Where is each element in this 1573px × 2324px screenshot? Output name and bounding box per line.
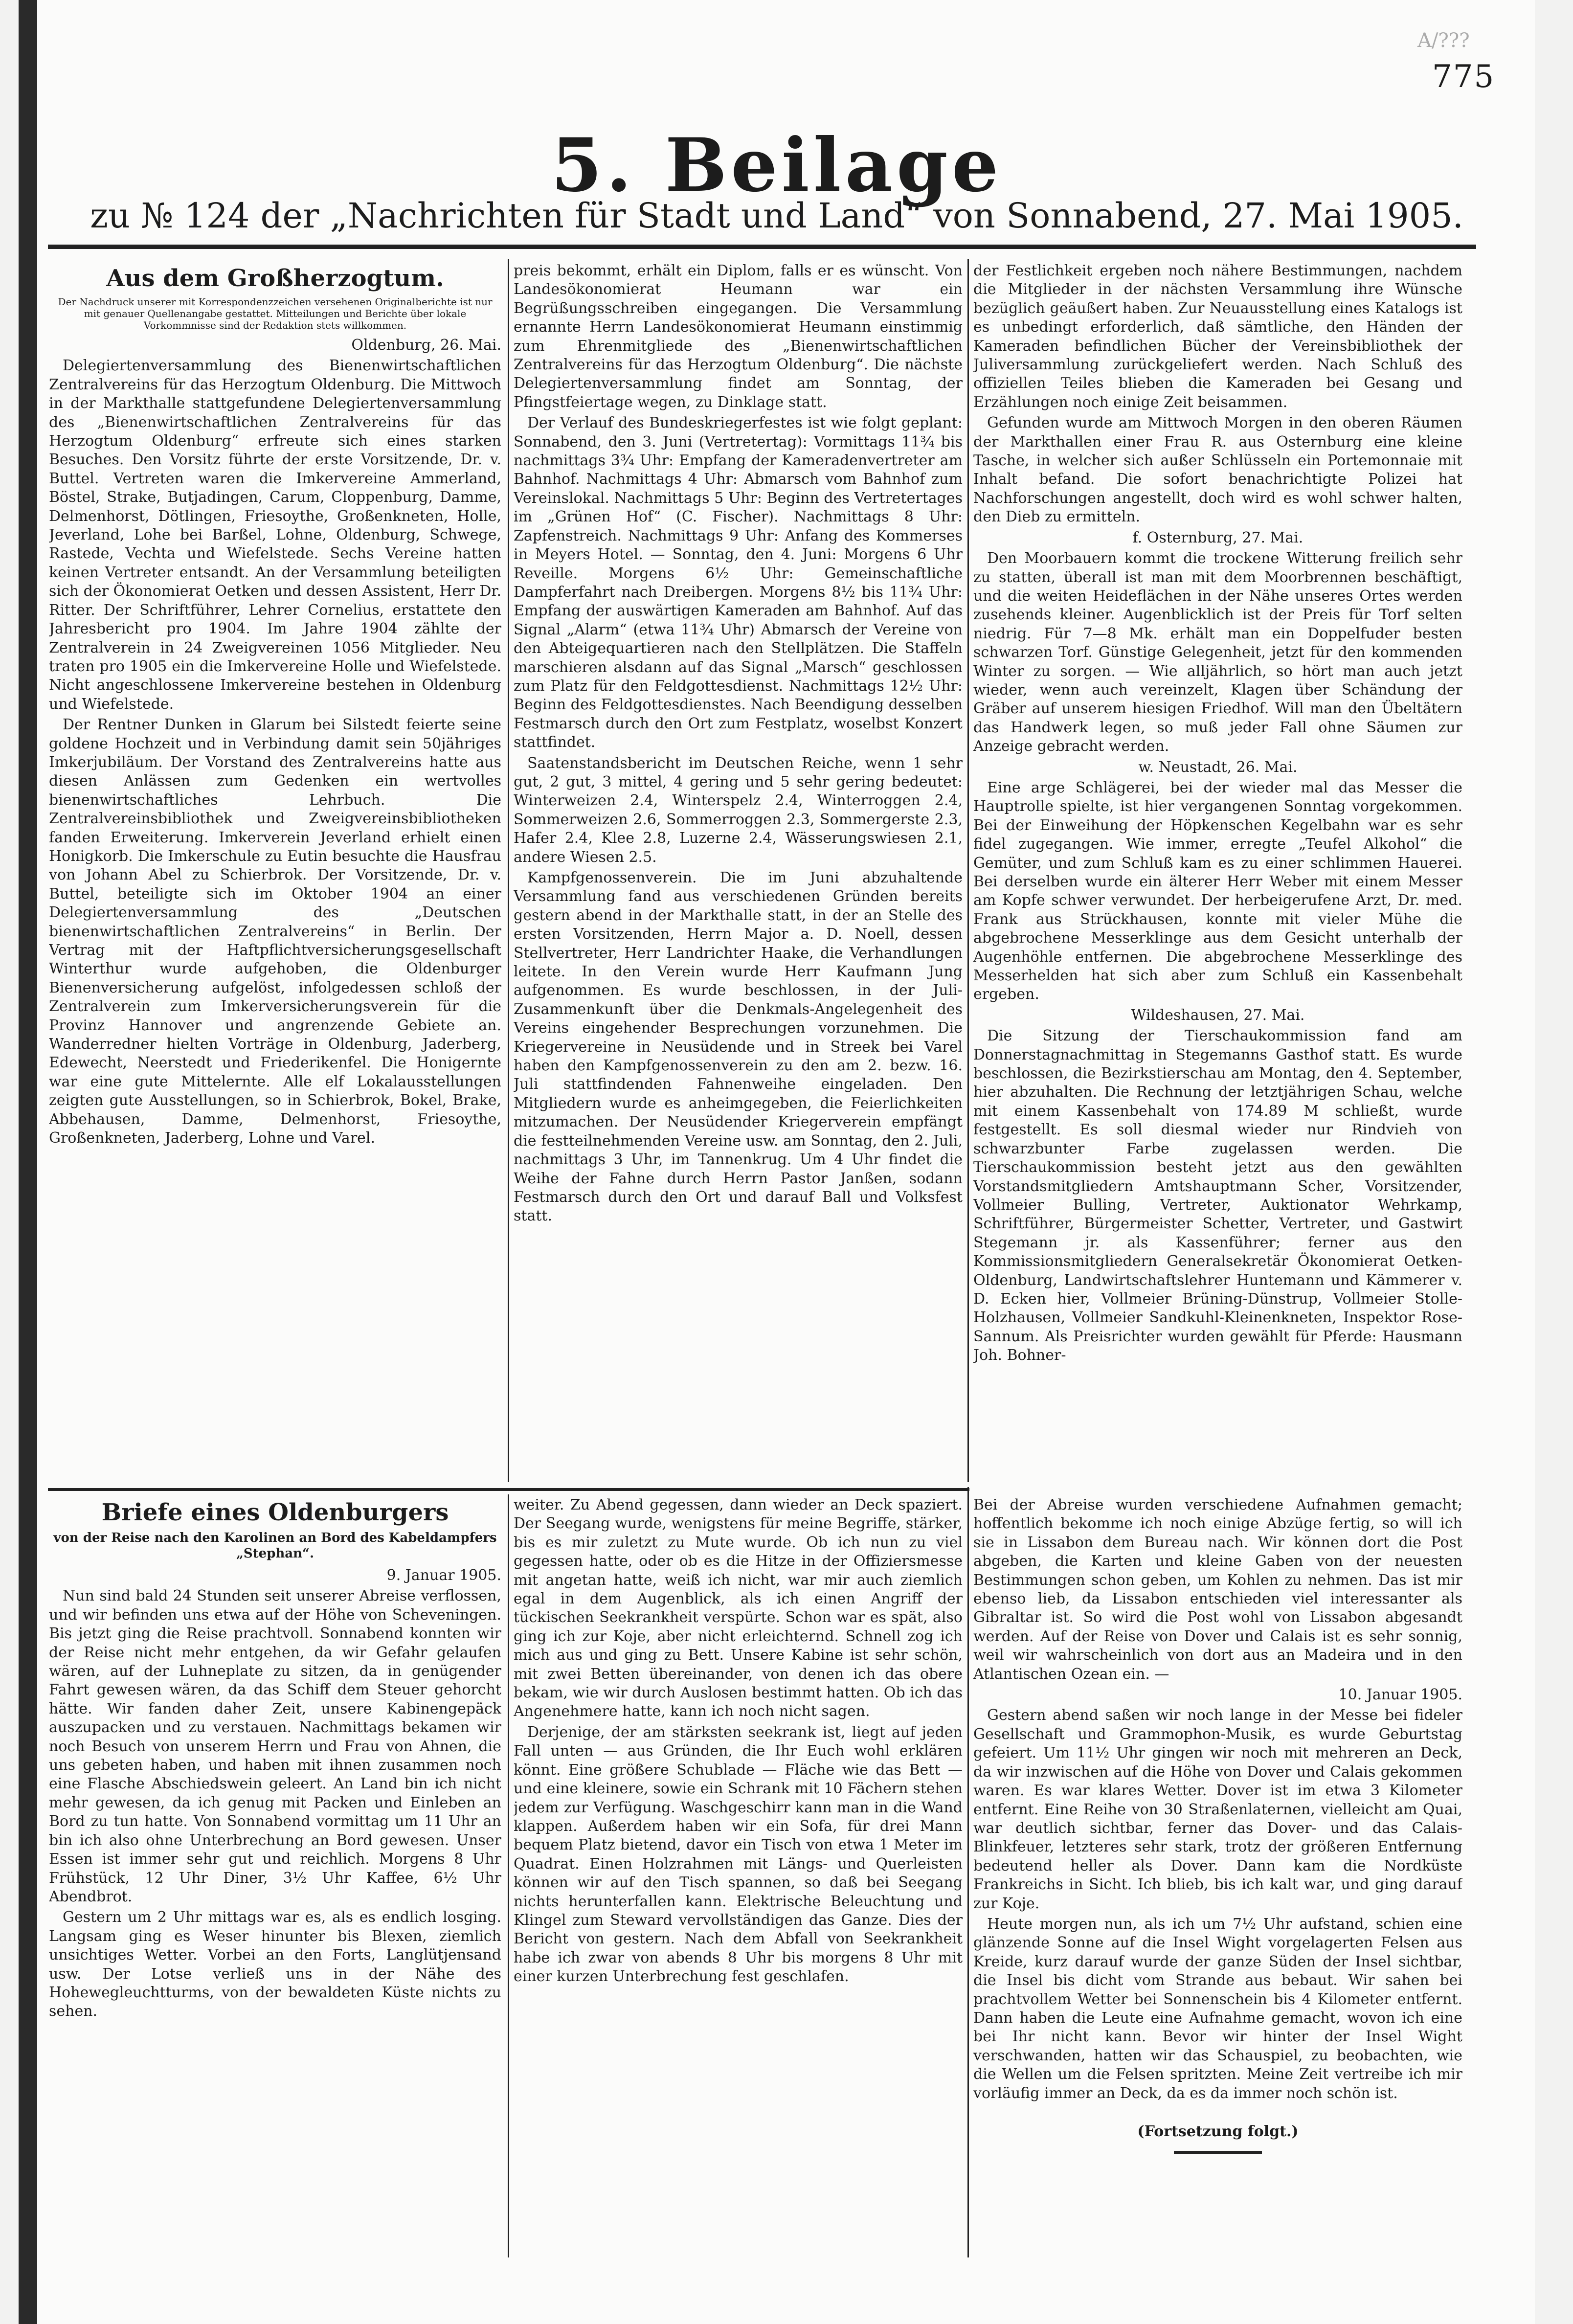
article-paragraph: Die Sitzung der Tierschaukommission fand am Donnerstagnachmittag in Stegemanns Gasthof statt. Es wurde beschlossen, die Bezirkstierschau am Montag, den 4. September, hier abzuhalten. Die Rechnung der letztjährigen Schau, welche mit einem Kassenbehalt von 174.89 M schließt, wurde festgestellt. Es soll diesmal wieder nur Rindvieh von schwarzbunter Farbe zugelassen werden. Die Tierschaukommission besteht jetzt aus den gewählten Vorstandsmitgliedern Amtshauptmann Scher, Vorsitzender, Vollmeier Bulling, Vertreter, Auktionator Wehrkamp, Schriftführer, Bürgermeister Schetter, Vertreter, und Gastwirt Stegemann jr. als Kassenführer; ferner aus den Kommissionsmitgliedern Generalsekretär Ökonomierat Oetken-Oldenburg, Landwirtschaftslehrer Huntemann und Kämmerer v. D. Ecken hier, Vollmeier Brüning-Dünstrup, Vollmeier Stolle-Holzhausen, Vollmeier Sandkuhl-Kleinenkneten, Inspektor Rose-Sannum. Als Preisrichter wurden gewählt für Pferde: Hausmann Joh. Bohner-: [973, 1027, 1462, 1364]
article-paragraph: Der Verlauf des Bundeskriegerfestes ist wie folgt geplant: Sonnabend, den 3. Juni (Vertretertag): Vormittags 11¾ bis nachmittags 3¾ Uhr: Empfang der Kameradenvertreter am Bahnhof. Nachmittags 4 Uhr: Abmarsch vom Bahnhof zum Vereinslokal. Nachmittags 5 Uhr: Beginn des Vertretertages im „Grünen Hof“ (C. Fischer). Nachmittags 8 Uhr: Zapfenstreich. Nachmittags 9 Uhr: Anfang des Kommerses in Meyers Hotel. — Sonntag, den 4. Juni: Morgens 6 Uhr Reveille. Morgens 6½ Uhr: Gemeinschaftliche Dampferfahrt nach Dreibergen. Morgens 8½ bis 11¾ Uhr: Empfang der auswärtigen Kameraden am Bahnhof. Auf das Signal „Alarm“ (etwa 11¾ Uhr) Abmarsch der Vereine von den Abteigequartieren nach den Stellplätzen. Die Staffeln marschieren alsdann auf das Signal „Marsch“ geschlossen zum Platz für den Feldgottesdienst. Nachmittags 12½ Uhr: Beginn des Feldgottesdienstes. Nach Beendigung desselben Festmarsch durch den Ort zum Festplatz, woselbst Konzert stattfindet.: [514, 414, 963, 751]
column-6: [973, 1496, 1462, 2259]
article-paragraph: Derjenige, der am stärksten seekrank ist, liegt auf jeden Fall unten — aus Gründen, die Ihr Euch wohl erklären könnt. Eine größere Schublade — Fläche wie das Bett — und eine kleinere, sowie ein Schrank mit 10 Fächern stehen jedem zur Verfügung. Waschgeschirr kann man in die Wand klappen. Außerdem haben wir ein Sofa, für drei Mann bequem Platz bietend, davor ein Tisch von etwa 1 Meter im Quadrat. Einen Holzrahmen mit Längs- und Querleisten können wir auf den Tisch spannen, so daß bei Seegang nichts herunterfallen kann. Elektrische Beleuchtung und Klingel zum Steward vervollständigen das Ganze. Dies der Bericht von gestern. Nach dem Abfall von Seekrankheit habe ich zwar von abends 8 Uhr bis morgens 8 Uhr mit einer kurzen Unterbrechung fest geschlafen.: [514, 1723, 963, 1986]
column-5: [514, 1496, 963, 2259]
letters-heading: Briefe eines Oldenburgers: [101, 1499, 449, 1526]
article-paragraph: Eine arge Schlägerei, bei der wieder mal das Messer die Hauptrolle spielte, ist hier vergangenen Sonntag vorgekommen. Bei der Einweihung der Höpkenschen Kegelbahn war es sehr fidel zugegangen. Wie immer, erregte „Teufel Alkohol“ die Gemüter, und zum Schluß kam es zu einer schlimmen Hauerei. Bei derselben wurde ein älterer Herr Weber mit einem Messer am Kopfe schwer verwundet. Der herbeigerufene Arzt, Dr. med. Frank aus Strückhausen, konnte mit vieler Mühe die abgebrochene Messerklinge aus dem Gesicht unterhalb der Augenhöhle entfernen. Die abgebrochene Messerklinge des Messerhelden hat sich aber zum Schluß ein Kassenbehalt ergeben.: [973, 779, 1462, 1003]
dateline: 10. Januar 1905.: [1338, 1686, 1462, 1704]
dateline: Oldenburg, 26. Mai.: [351, 337, 501, 354]
article-paragraph: Der Rentner Dunken in Glarum bei Silstedt feierte seine goldene Hochzeit und in Verbindung damit sein 50jähriges Imkerjubiläum. Der Vorstand des Zentralvereins hatte aus diesen Anlässen zum Gedenken ein wertvolles bienenwirtschaftliches Lehrbuch. Die Zentralvereinsbibliothek und Zweigvereinsbibliotheken fanden Erweiterung. Imkerverein Jeverland erhielt einen Honigkorb. Die Imkerschule zu Eutin besuchte die Hausfrau von Johann Abel zu Schierbrok. Der Vorsitzende, Dr. v. Buttel, beteiligte sich im Oktober 1904 an einer Delegiertenversammlung des „Deutschen bienenwirtschaftlichen Zentralvereins“ in Berlin. Der Vertrag mit der Haftpflichtversicherungsgesellschaft Winterthur wurde aufgehoben, die Oldenburger Bienenversicherung aufgelöst, infolgedessen schloß der Zentralverein zum Imkerversicherungsverein für die Provinz Hannover und angrenzende Gebiete an. Wanderredner hielten Vorträge in Oldenburg, Jaderberg, Edewecht, Neerstedt und Friederikenfel. Die Honigernte war eine gute Mittelernte. Alle elf Lokalausstellungen zeigten gute Ausstellungen, so in Schierbrok, Bokel, Brake, Abbehausen, Damme, Delmenhorst, Friesoythe, Großenkneten, Jaderberg, Lohne und Varel.: [49, 716, 501, 1147]
article-paragraph: der Festlichkeit ergeben noch nähere Bestimmungen, nachdem die Mitglieder in der nächsten Versammlung ihre Wünsche bezüglich geäußert haben. Zur Neuausstellung eines Katalogs ist es unbedingt erforderlich, daß sämtliche, den Händen der Kameraden befindlichen Bücher der Vereinsbibliothek der Juliversammlung zurückgeliefert werden. Nach Schluß des offiziellen Teiles blieben die Kameraden bei Gesang und Erzählungen noch einige Zeit beisammen.: [973, 262, 1462, 411]
column-2: [514, 262, 963, 1485]
archive-stamp: A/???: [1417, 29, 1470, 52]
column-rule: [508, 1494, 509, 2257]
column-rule: [508, 259, 509, 1482]
column-4: [49, 1496, 501, 2259]
article-paragraph: preis bekommt, erhält ein Diplom, falls er es wünscht. Von Landesökonomierat Heumann war ein Begrüßungsschreiben eingegangen. Die Versammlung ernannte Herrn Landesökonomierat Heumann einstimmig zum Ehrenmitgliede des „Bienenwirtschaftlichen Zentralvereins für das Herzogtum Oldenburg“. Die nächste Delegiertenversammlung findet am Sonntag, der Pfingstfeiertage wegen, zu Dinklage statt.: [514, 262, 963, 411]
continuation-note: (Fortsetzung folgt.): [1137, 2123, 1299, 2140]
reprint-notice: Der Nachdruck unserer mit Korrespondenzzeichen versehenen Originalberichte ist nur mit genauer Quellenangabe gestattet. Mitteilungen und Berichte über lokale Vorkommnisse sind der Redaktion stets willkommen.: [58, 296, 493, 331]
column-rule: [967, 1487, 969, 2257]
article-paragraph: Bei der Abreise wurden verschiedene Aufnahmen gemacht; hoffentlich bekomme ich noch einige Abzüge fertig, so will ich sie in Lissabon dem Bureau nach. Wir können dort die Post abgeben, die Karten und kleine Gaben von der neuesten Bestimmungen schon geben, um Kohlen zu nehmen. Das ist mir ebenso lieb, da Lissabon entschieden viel interessanter als Gibraltar ist. So wird die Post wohl von Lissabon abgesandt werden. Auf der Reise von Dover und Calais ist es sehr sonnig, weil wir wahrscheinlich von dort aus an Madeira und in den Atlantischen Ozean ein. —: [973, 1496, 1462, 1683]
article-paragraph: weiter. Zu Abend gegessen, dann wieder an Deck spaziert. Der Seegang wurde, wenigstens für meine Begriffe, stärker, bis es mir zuletzt zu Mute wurde. Ob ich nun zu viel gegessen hatte, oder ob es die Hitze in der Offiziersmesse mit angetan hatte, weiß ich nicht, war mir auch ziemlich egal in dem Augenblick, als ich einen Angriff der tückischen Seekrankheit verspürte. Schon war es spät, also ging ich zur Koje, aber nicht erleichternd. Schnell zog ich mich aus und ging zu Bett. Unsere Kabine ist sehr schön, mit zwei Betten übereinander, von denen ich das obere bekam, wie wir durch Auslosen bestimmt hatten. Ob ich das Angenehmere hatte, kann ich noch nicht sagen.: [514, 1496, 963, 1720]
article-paragraph: Gefunden wurde am Mittwoch Morgen in den oberen Räumen der Markthallen einer Frau R. aus Osternburg eine kleine Tasche, in welcher sich außer Schlüsseln ein Portemonnaie mit Inhalt befand. Die sofort benachrichtigte Polizei hat Nachforschungen angestellt, doch wird es wohl schwer halten, den Dieb zu ermitteln.: [973, 414, 1462, 526]
page-number: 775: [1432, 59, 1495, 95]
article-paragraph: Nun sind bald 24 Stunden seit unserer Abreise verflossen, und wir befinden uns etwa auf der Höhe von Scheveningen. Bis jetzt ging die Reise prachtvoll. Sonnabend konnten wir der Reise nicht mehr entgehen, da wir Gefahr gelaufen wären, auf der Luhneplate zu sitzen, da in genügender Fahrt gewesen wären, da das Schiff dem Steuer gehorcht hätte. Wir fanden daher Zeit, unsere Kabinengepäck auszupacken und zu verstauen. Nachmittags bekamen wir noch Besuch von unserem Herrn und Frau von Ahnen, die uns gebeten haben, und haben mit ihnen zusammen noch eine Flasche Abschiedswein geleert. An Land bin ich nicht mehr gewesen, da ich genug mit Packen und Einleben an Bord zu tun hatte. Von Sonnabend vormittag um 11 Uhr an bin ich also ohne Unterbrechung an Bord gewesen. Unser Essen ist immer sehr gut und reichlich. Morgens 8 Uhr Frühstück, 12 Uhr Diner, 3½ Uhr Kaffee, 6½ Uhr Abendbrot.: [49, 1587, 501, 1905]
dateline: f. Osternburg, 27. Mai.: [1132, 529, 1303, 546]
article-paragraph: Gestern um 2 Uhr mittags war es, als es endlich losging. Langsam ging es Weser hinunter bis Blexen, ziemlich unsichtiges Wetter. Vorbei an den Forts, Langlütjensand usw. Der Lotse verließ uns in der Nähe des Hohewegleuchtturms, von der bewaldeten Küste nichts zu sehen.: [49, 1909, 501, 2020]
supplement-title: 5. Beilage: [551, 122, 1003, 208]
end-rule: [1174, 2151, 1262, 2154]
column-3: [973, 262, 1462, 1485]
section-rule: [48, 1488, 969, 1491]
dateline: 9. Januar 1905.: [386, 1567, 501, 1584]
section-heading: Aus dem Großherzogtum.: [106, 265, 444, 292]
newspaper-page: [19, 0, 1535, 2324]
article-paragraph: Gestern abend saßen wir noch lange in der Messe bei fideler Gesellschaft und Grammophon-Musik, es wurde Geburtstag gefeiert. Um 11½ Uhr gingen wir noch mit mehreren an Deck, da wir inzwischen auf die Höhe von Dover und Calais gekommen waren. Es war klares Wetter. Dover ist im etwa 3 Kilometer entfernt. Eine Reihe von 30 Straßenlaternen, vielleicht am Quai, war deutlich sichtbar, ferner das Dover- und das Calais-Blinkfeuer, letzteres sehr stark, trotz der größeren Entfernung bedeutend heller als Dover. Dann kam die Nordküste Frankreichs in Sicht. Ich blieb, bis ich kalt war, und ging darauf zur Koje.: [973, 1707, 1462, 1912]
column-rule: [967, 259, 969, 1482]
letters-subheading: von der Reise nach den Karolinen an Bord des Kabeldampfers „Stephan“.: [53, 1531, 497, 1561]
dateline: w. Neustadt, 26. Mai.: [1138, 758, 1298, 776]
article-paragraph: Saatenstandsbericht im Deutschen Reiche, wenn 1 sehr gut, 2 gut, 3 mittel, 4 gering und 5 sehr gering bedeutet: Winterweizen 2.4, Winterspelz 2.4, Winterroggen 2.4, Sommerweizen 2.6, Sommerroggen 2.3, Sommergerste 2.3, Hafer 2.4, Klee 2.8, Luzerne 2.4, Wässerungswiesen 2.1, andere Wiesen 2.5.: [514, 754, 963, 866]
dateline: Wildeshausen, 27. Mai.: [1131, 1006, 1305, 1024]
header-rule: [48, 245, 1476, 249]
article-paragraph: Den Moorbauern kommt die trockene Witterung freilich sehr zu statten, überall ist man mit dem Moorbrennen beschäftigt, und die weiten Heideflächen in der Nähe unseres Ortes werden zusehends kleiner. Augenblicklich ist der Preis für Torf selten niedrig. Für 7—8 Mk. erhält man ein Doppelfuder besten schwarzen Torf. Günstige Gelegenheit, jetzt für den kommenden Winter zu sorgen. — Wie alljährlich, so hört man auch jetzt wieder, wenn auch vereinzelt, Klagen über Schändung der Gräber auf unserem hiesigen Friedhof. Will man den Übeltätern das Handwerk legen, so muß jeder Fall ohne Säumen zur Anzeige gebracht werden.: [973, 550, 1462, 755]
column-1: [49, 262, 501, 1485]
article-paragraph: Kampfgenossenverein. Die im Juni abzuhaltende Versammlung fand aus verschiedenen Gründen bereits gestern abend in der Markthalle statt, in der an Stelle des ersten Vorsitzenden, Herrn Major a. D. Noell, dessen Stellvertreter, Herr Landrichter Haake, die Verhandlungen leitete. In den Verein wurde Herr Kaufmann Jung aufgenommen. Es wurde beschlossen, in der Juli-Zusammenkunft über die Denkmals-Angelegenheit des Vereins eingehender Besprechungen vorzunehmen. Die Kriegervereine in Neusüdende und in Streek bei Varel haben den Kampfgenossenverein zu den am 2. bezw. 16. Juli stattfindenden Fahnenweihe eingeladen. Den Mitgliedern wurde es anheimgegeben, die Feierlichkeiten mitzumachen. Der Neusüdender Kriegerverein empfängt die festteilnehmenden Vereine usw. am Sonntag, den 2. Juli, nachmittags 3 Uhr, im Tannenkrug. Um 4 Uhr findet die Weihe der Fahne durch Herrn Pastor Janßen, sodann Festmarsch durch den Ort und darauf Ball und Volksfest statt.: [514, 869, 963, 1225]
supplement-subtitle: zu № 124 der „Nachrichten für Stadt und Land“ von Sonnabend, 27. Mai 1905.: [90, 196, 1463, 236]
article-paragraph: Heute morgen nun, als ich um 7½ Uhr aufstand, schien eine glänzende Sonne auf die Insel Wight vorgelagerten Felsen aus Kreide, kurz darauf wurde der ganze Süden der Insel sichtbar, die Insel bis dicht vom Strande aus bebaut. Wir sahen bei prachtvollem Wetter bei Sonnenschein bis 4 Kilometer entfernt. Dann haben die Leute eine Aufnahme gemacht, wovon ich eine bei Ihr nicht kann. Bevor wir hinter der Insel Wight verschwanden, hatten wir das Schauspiel, zu beobachten, wie die Wellen um die Felsen spritzten. Meine Zeit vertreibe ich mir vorläufig immer an Deck, da es da immer noch schön ist.: [973, 1915, 1462, 2102]
binding-edge: [19, 0, 37, 2324]
article-paragraph: Delegiertenversammlung des Bienenwirtschaftlichen Zentralvereins für das Herzogtum Oldenburg. Die Mittwoch in der Markthalle stattgefundene Delegiertenversammlung des „Bienenwirtschaftlichen Zentralvereins für das Herzogtum Oldenburg“ erfreute sich eines starken Besuches. Den Vorsitz führte der erste Vorsitzende, Dr. v. Buttel. Vertreten waren die Imkervereine Ammerland, Böstel, Strake, Butjadingen, Carum, Cloppenburg, Damme, Delmenhorst, Dötlingen, Friesoythe, Großenkneten, Holle, Jeverland, Lohe bei Barßel, Lohne, Oldenburg, Schwege, Rastede, Vechta und Wiefelstede. Sechs Vereine hatten keinen Vertreter entsandt. An der Versammlung beteiligten sich der Ökonomierat Oetken und dessen Assistent, Herr Dr. Ritter. Der Schriftführer, Lehrer Cornelius, erstattete den Jahresbericht pro 1904. Im Jahre 1904 zählte der Zentralverein in 24 Zweigvereinen 1056 Mitglieder. Neu traten pro 1905 ein die Imkervereine Holle und Wiefelstede. Nicht angeschlossene Imkervereine bestehen in Oldenburg und Wiefelstede.: [49, 357, 501, 713]
